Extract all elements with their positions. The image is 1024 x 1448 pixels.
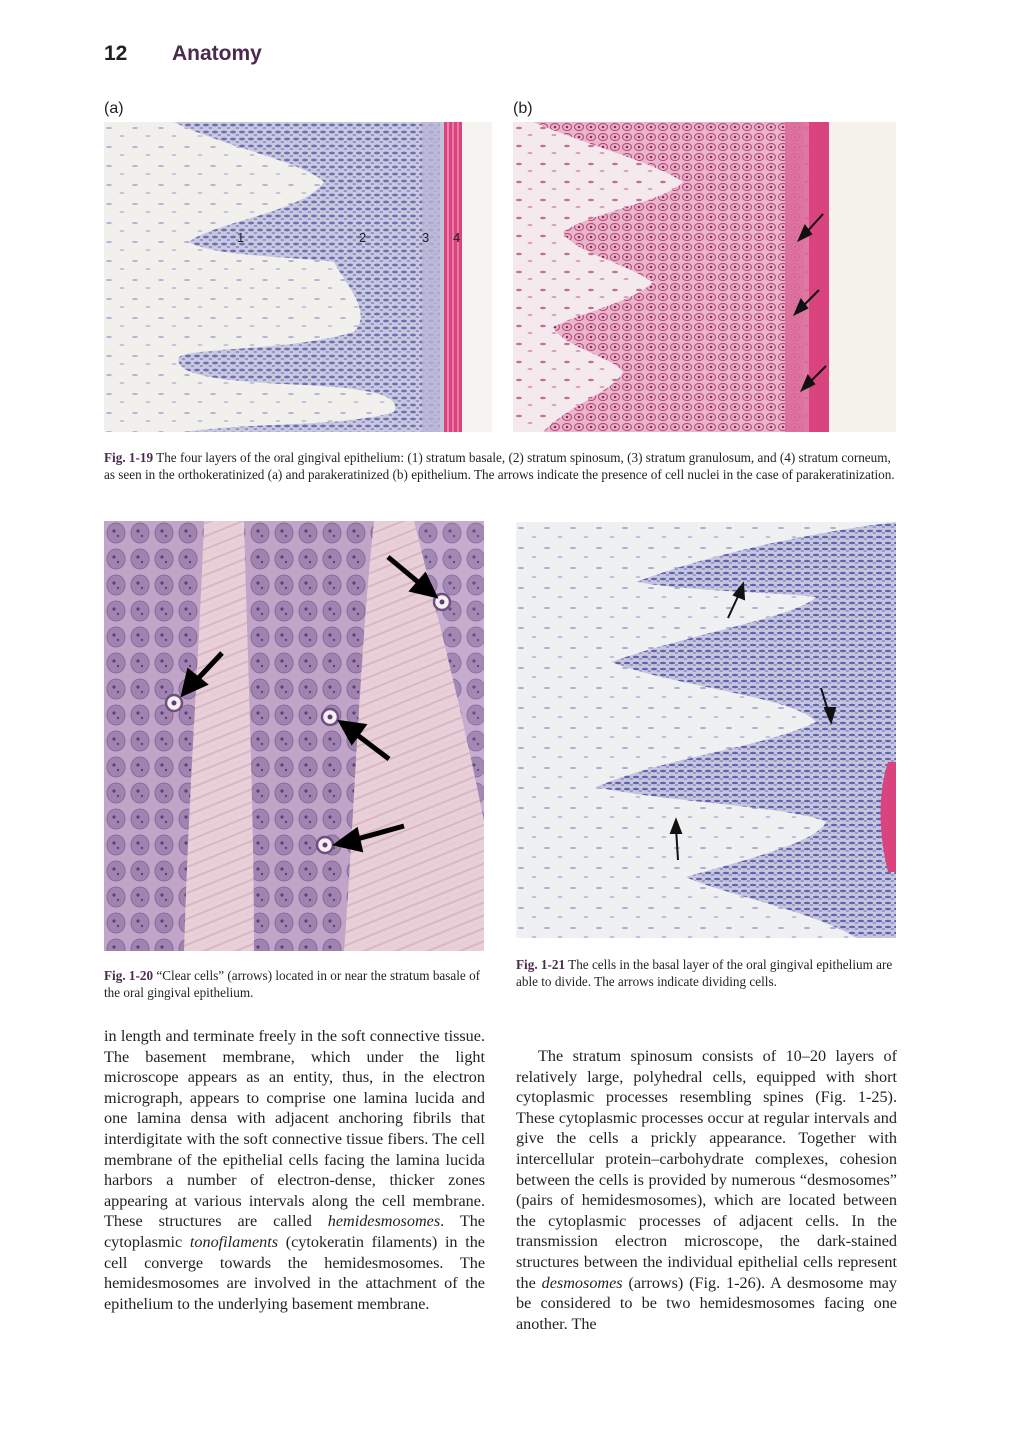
layer-number-3: 3 xyxy=(422,230,430,245)
layer-number-1: 1 xyxy=(237,230,245,245)
text-run: in length and terminate freely in the soft connective tissue. The basement membrane, which under the light microscope appears as an entity, thus, in the electron micrograph, appears to comprise one lamina lucida and one lamina densa with adjacent anchoring fibrils that interdigitate with the soft connective tissue fibers. The cell membrane of the epithelial cells facing the lamina lucida harbors a number of electron-dense, thicker zones appearing at various intervals along the cell membrane. These structures are called xyxy=(104,1027,485,1231)
figure-number: Fig. 1-21 xyxy=(516,957,566,972)
text-run: (cytokeratin filaments) in the cell converge towards the hemidesmosomes. The hemidesmosomes are involved in the attachment of the epithelium to the underlying basement membrane. xyxy=(104,1232,485,1313)
micrograph-dividing-cells xyxy=(516,522,896,938)
layer-number-4: 4 xyxy=(453,230,461,245)
term-hemidesmosomes: hemidesmosomes xyxy=(327,1212,441,1231)
figure-number: Fig. 1-20 xyxy=(104,968,154,983)
caption-text: The cells in the basal layer of the oral gingival epithelium are able to divide. The arrows indicate dividing cells. xyxy=(516,957,893,989)
body-text-right xyxy=(516,1046,897,1334)
micrograph-orthokeratinized xyxy=(104,122,492,432)
paragraph xyxy=(516,1046,897,1334)
caption-text: The four layers of the oral gingival epithelium: (1) stratum basale, (2) stratum spinosum, (3) stratum granulosum, and (4) stratum corneum, as seen in the orthokeratinized (a) and parakeratinized (b) epithelium. The arrows indicate the presence of cell nuclei in the case of parakeratinization. xyxy=(104,450,895,482)
micrograph-clear-cells xyxy=(104,521,484,951)
page-number: 12 xyxy=(104,42,128,65)
caption-text: “Clear cells” (arrows) located in or near the stratum basale of the oral gingival epithelium. xyxy=(104,968,481,1000)
text-run: The stratum spinosum consists of 10–20 layers of relatively large, polyhedral cells, equipped with short cytoplasmic processes resembling spines (Fig. 1-25). These cytoplasmic processes occur at regular intervals and give the cells a prickly appearance. Together with intercellular protein–carbohydrate complexes, cohesion between the cells is provided by numerous “desmosomes” (pairs of hemidesmosomes), which are located between the cytoplasmic processes of adjacent cells. In the transmission electron microscope, the dark-stained structures between the individual epithelial cells represent the xyxy=(516,1047,897,1292)
panel-label-b: (b) xyxy=(513,100,533,117)
caption-fig-1-20 xyxy=(104,968,484,1001)
layer-number-2: 2 xyxy=(359,230,367,245)
panel-label-a: (a) xyxy=(104,100,124,117)
micrograph-parakeratinized xyxy=(513,122,896,432)
body-text-left xyxy=(104,1026,485,1314)
caption-fig-1-19 xyxy=(104,450,896,483)
figure-number: Fig. 1-19 xyxy=(104,450,154,465)
text-run: (arrows) (Fig. 1-26). A desmosome may be considered to be two hemidesmosomes facing one another. The xyxy=(516,1273,897,1333)
section-title: Anatomy xyxy=(172,42,262,65)
paragraph xyxy=(104,1026,485,1314)
caption-fig-1-21 xyxy=(516,957,896,990)
text-run: . The cytoplasmic xyxy=(104,1212,485,1251)
term-tonofilaments: tonofilaments xyxy=(189,1232,279,1251)
term-desmosomes: desmosomes xyxy=(541,1273,623,1292)
